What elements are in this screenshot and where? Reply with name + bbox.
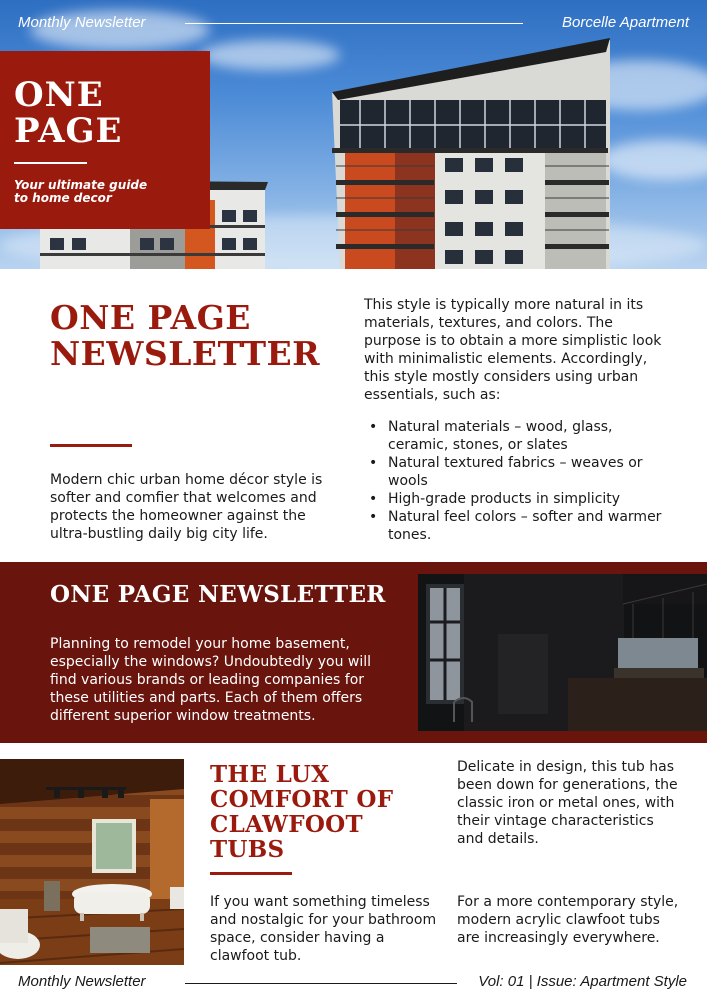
- clawfoot-tub-photo: [0, 759, 184, 965]
- section1-title: [50, 300, 350, 372]
- section3-title: [210, 762, 430, 862]
- header-brand-label: Borcelle Apartment: [561, 14, 689, 31]
- section1-bullet-list: [364, 418, 664, 544]
- section3-divider: [210, 872, 292, 875]
- list-item: • Natural textured fabrics – weaves or wools: [364, 454, 664, 490]
- section1-divider: [50, 444, 132, 447]
- footer-bar: [0, 972, 707, 994]
- header-divider: [185, 23, 523, 24]
- section1-title-line-1: ONE PAGE: [50, 298, 251, 337]
- section3-title-line-4: TUBS: [210, 836, 285, 863]
- section3-body-text-1: Delicate in design, this tub has been down for generations, the classic iron or metal ones, with their vintage characteristics and details.: [457, 759, 678, 847]
- header-newsletter-label: Monthly Newsletter: [18, 14, 146, 31]
- section2-body-text: Planning to remodel your home basement, especially the windows? Undoubtedly you will find various brands or leading companies for these utilities and parts. Each of them offers different superior window treatments.: [50, 636, 372, 724]
- hero-subtitle-line-1: Your ultimate guide: [14, 178, 148, 192]
- hero-banner: [0, 0, 707, 269]
- hero-title-line-1: ONE: [14, 75, 104, 115]
- footer-newsletter-label: Monthly Newsletter: [18, 973, 146, 990]
- hero-subtitle-line-2: to home decor: [14, 191, 112, 205]
- section3-title-line-2: COMFORT OF: [210, 786, 394, 813]
- section3-title-line-3: CLAWFOOT: [210, 811, 363, 838]
- footer-issue-label: Vol: 01 | Issue: Apartment Style: [478, 973, 687, 990]
- list-item: • Natural feel colors – softer and warmer tones.: [364, 508, 664, 544]
- section3-intro-text: If you want something timeless and nostalgic for your bathroom space, consider having a clawfoot tub.: [210, 894, 437, 964]
- section1-intro-text: Modern chic urban home décor style is softer and comfier that welcomes and protects the homeowner against the ultra-bustling daily big city life.: [50, 472, 323, 542]
- section1-title-line-2: NEWSLETTER: [50, 334, 321, 373]
- list-item: • Natural materials – wood, glass, ceramic, stones, or slates: [364, 418, 664, 454]
- hero-title-box: [0, 51, 210, 229]
- hero-title-divider: [14, 162, 87, 164]
- section2-title: ONE PAGE NEWSLETTER: [50, 581, 386, 608]
- footer-divider: [185, 983, 457, 984]
- section3-body-text-2: For a more contemporary style, modern acrylic clawfoot tubs are increasingly everywhere.: [457, 894, 679, 946]
- header-bar: [0, 14, 707, 34]
- dark-room-photo: [418, 574, 707, 731]
- section1-body-text: This style is typically more natural in its materials, textures, and colors. The purpose is to obtain a more simplistic look with minimalistic elements. Accordingly, this style mostly considers using urban essentials, such as:: [364, 297, 662, 403]
- list-item: • High-grade products in simplicity: [364, 490, 664, 508]
- hero-title-line-2: PAGE: [14, 111, 123, 151]
- hero-title: [14, 77, 204, 149]
- hero-subtitle: [14, 179, 194, 205]
- section3-title-line-1: THE LUX: [210, 761, 330, 788]
